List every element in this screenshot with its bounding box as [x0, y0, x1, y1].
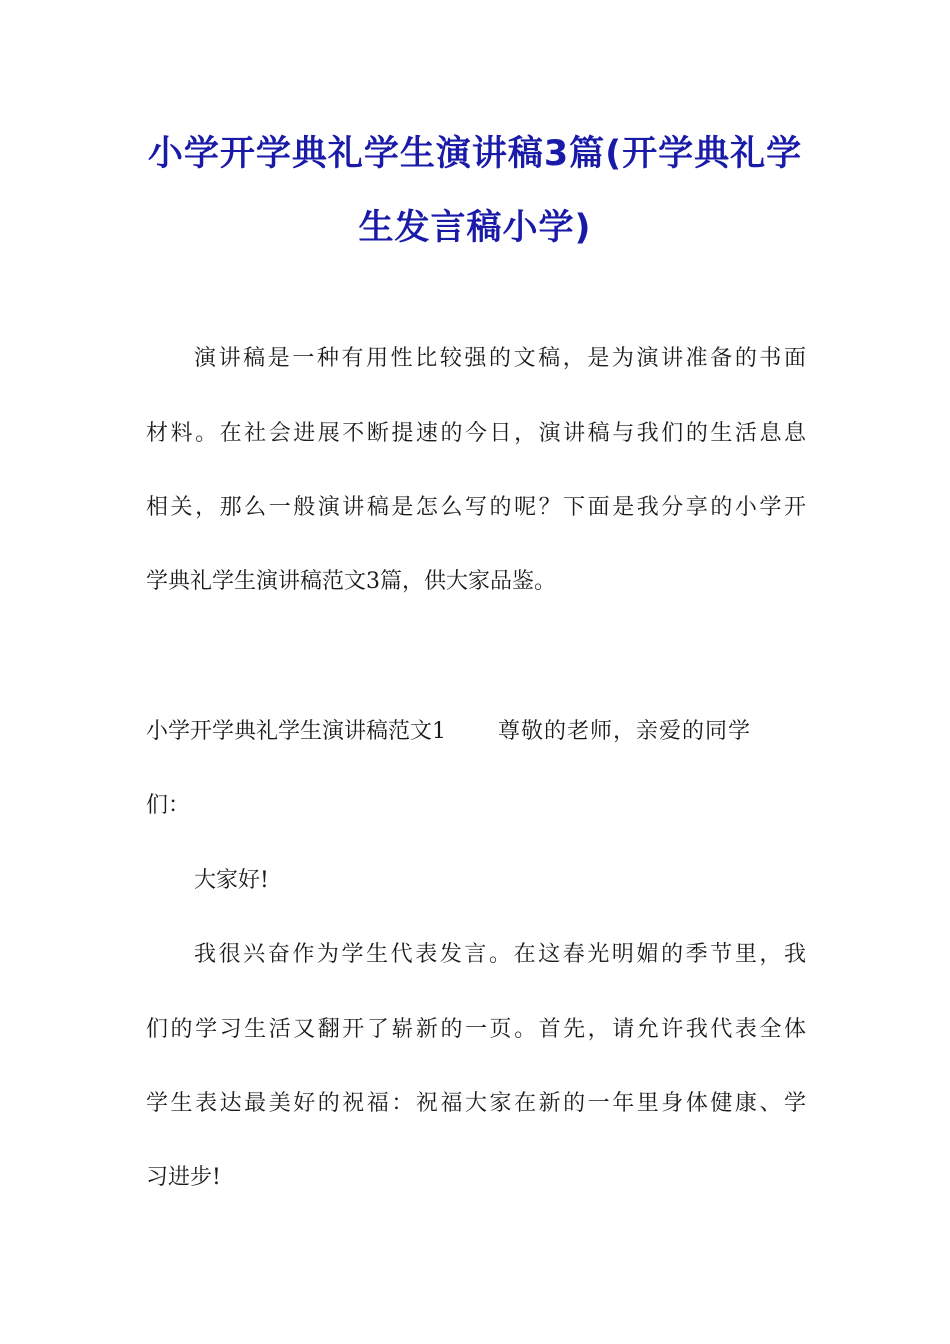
body-line-1: 我很兴奋作为学生代表发言。在这春光明媚的季节里，我: [194, 942, 806, 967]
document-title-line-1: 小学开学典礼学生演讲稿3篇(开学典礼学: [147, 134, 803, 174]
intro-line-2: 材料。在社会进展不断提速的今日，演讲稿与我们的生活息息: [146, 421, 806, 446]
salutation-part-1: 尊敬的老师，亲爱的同学: [498, 719, 752, 744]
sample-heading: 小学开学典礼学生演讲稿范文1: [146, 719, 446, 744]
intro-line-1: 演讲稿是一种有用性比较强的文稿，是为演讲准备的书面: [194, 346, 806, 371]
body-line-4: 习进步!: [146, 1165, 221, 1190]
body-line-2: 们的学习生活又翻开了崭新的一页。首先，请允许我代表全体: [146, 1017, 806, 1042]
sample-heading-line: [146, 717, 806, 747]
intro-line-4: 学典礼学生演讲稿范文3篇，供大家品鉴。: [146, 569, 556, 594]
body-line-3: 学生表达最美好的祝福：祝福大家在新的一年里身体健康、学: [146, 1091, 806, 1116]
intro-line-3: 相关，那么一般演讲稿是怎么写的呢？下面是我分享的小学开: [146, 495, 806, 520]
document-title-line-2: 生发言稿小学): [358, 208, 592, 248]
greeting: 大家好!: [194, 868, 269, 893]
salutation-part-2: 们：: [146, 793, 191, 818]
